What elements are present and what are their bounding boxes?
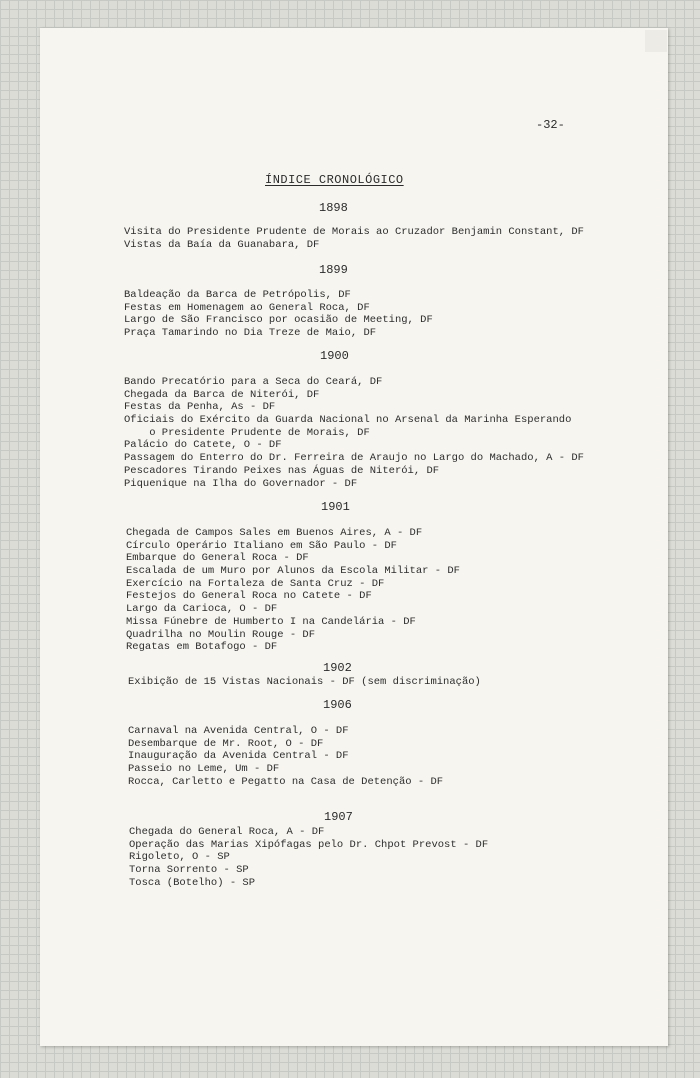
- list-item: Oficiais do Exército da Guarda Nacional no Arsenal da Marinha Esperando: [124, 414, 572, 427]
- entry-list-1899: [124, 289, 433, 340]
- list-item: Praça Tamarindo no Dia Treze de Maio, DF: [124, 327, 377, 340]
- year-heading-1902: 1902: [323, 661, 352, 675]
- list-item: Passagem do Enterro do Dr. Ferreira de Araujo no Largo do Machado, A - DF: [124, 452, 584, 465]
- list-item: Missa Fúnebre de Humberto I na Candelária - DF: [126, 615, 416, 628]
- entry-list-1902: [128, 676, 481, 689]
- year-heading-1906: 1906: [323, 698, 352, 712]
- list-item: Bando Precatório para a Seca do Ceará, DF: [124, 376, 383, 388]
- year-heading-1901: 1901: [321, 500, 350, 514]
- list-item: Pescadores Tirando Peixes nas Águas de Niterói, DF: [124, 464, 440, 477]
- list-item: Escalada de um Muro por Alunos da Escola Militar - DF: [126, 565, 460, 578]
- year-heading-1899: 1899: [319, 263, 348, 277]
- list-item: o Presidente Prudente de Morais, DF: [124, 426, 370, 439]
- list-item: Regatas em Botafogo - DF: [126, 641, 278, 654]
- entry-list-1907: [129, 826, 488, 889]
- list-item: Exibição de 15 Vistas Nacionais - DF (sem discriminação): [128, 676, 481, 688]
- list-item: Rocca, Carletto e Pegatto na Casa de Detenção - DF: [128, 775, 444, 788]
- list-item: Rigoleto, O - SP: [129, 851, 230, 864]
- entry-list-1898: [124, 226, 584, 251]
- page-number: -32-: [536, 118, 565, 132]
- list-item: Quadrilha no Moulin Rouge - DF: [126, 628, 316, 641]
- list-item: Festas da Penha, As - DF: [124, 401, 276, 414]
- list-item: Palácio do Catete, O - DF: [124, 439, 282, 452]
- list-item: Largo da Carioca, O - DF: [126, 603, 278, 616]
- list-item: Inauguração da Avenida Central - DF: [128, 750, 349, 763]
- list-item: Baldeação da Barca de Petrópolis, DF: [124, 289, 351, 301]
- list-item: Torna Sorrento - SP: [129, 864, 249, 877]
- list-item: Vistas da Baía da Guanabara, DF: [124, 238, 320, 251]
- list-item: Operação das Marias Xipófagas pelo Dr. Chpot Prevost - DF: [129, 838, 489, 851]
- list-item: Festejos do General Roca no Catete - DF: [126, 590, 372, 603]
- list-item: Passeio no Leme, Um - DF: [128, 763, 280, 776]
- list-item: Desembarque de Mr. Root, O - DF: [128, 737, 324, 750]
- list-item: Festas em Homenagem ao General Roca, DF: [124, 301, 370, 314]
- list-item: Chegada do General Roca, A - DF: [129, 826, 325, 838]
- list-item: Piquenique na Ilha do Governador - DF: [124, 477, 358, 490]
- list-item: Exercício na Fortaleza de Santa Cruz - DF: [126, 577, 385, 590]
- list-item: Embarque do General Roca - DF: [126, 552, 309, 565]
- year-heading-1898: 1898: [319, 201, 348, 215]
- list-item: Chegada de Campos Sales em Buenos Aires, A - DF: [126, 527, 423, 539]
- list-item: Chegada da Barca de Niterói, DF: [124, 388, 320, 401]
- entry-list-1900: [124, 376, 584, 490]
- list-item: Círculo Operário Italiano em São Paulo - DF: [126, 539, 397, 552]
- list-item: Visita do Presidente Prudente de Morais ao Cruzador Benjamin Constant, DF: [124, 226, 584, 238]
- entry-list-1906: [128, 725, 443, 788]
- list-item: Largo de São Francisco por ocasião de Meeting, DF: [124, 314, 433, 327]
- list-item: Tosca (Botelho) - SP: [129, 876, 256, 889]
- document-title: ÍNDICE CRONOLÓGICO: [265, 173, 404, 187]
- year-heading-1900: 1900: [320, 349, 349, 363]
- year-heading-1907: 1907: [324, 810, 353, 824]
- paper-corner: [645, 30, 667, 52]
- list-item: Carnaval na Avenida Central, O - DF: [128, 725, 349, 737]
- entry-list-1901: [126, 527, 460, 654]
